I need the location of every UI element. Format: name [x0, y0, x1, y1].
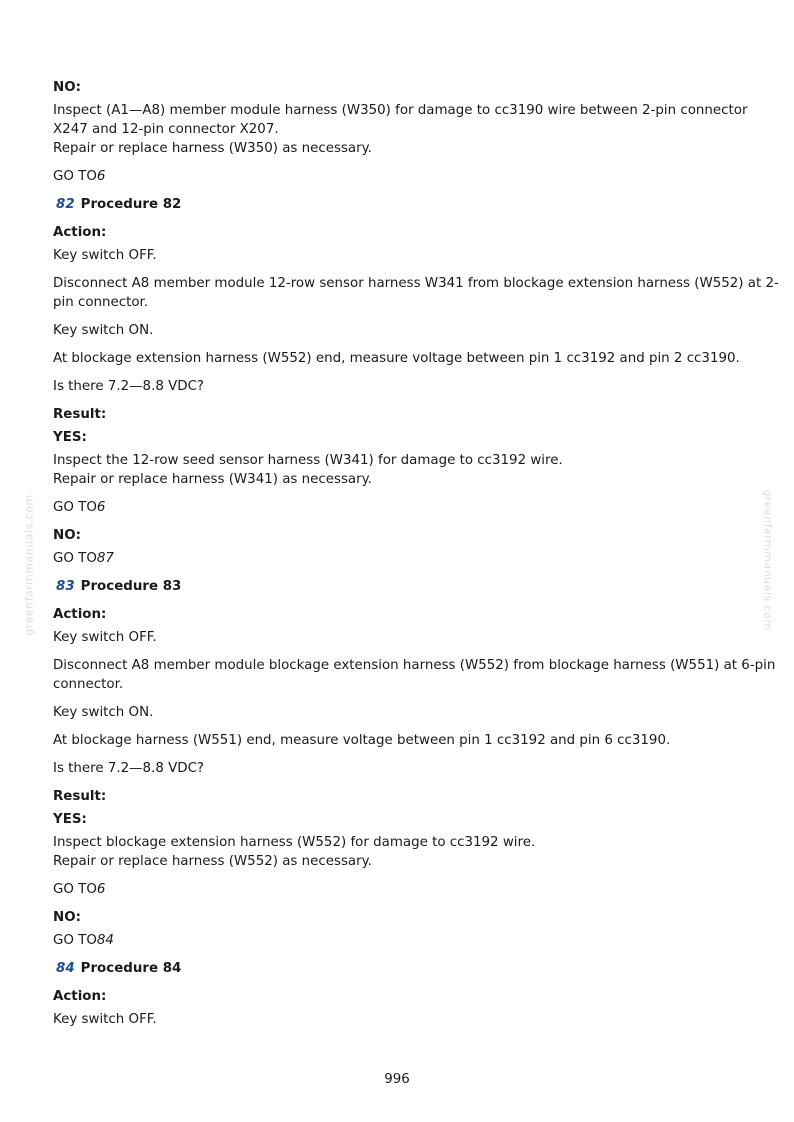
step-text: Key switch OFF.: [53, 1012, 157, 1027]
procedure-heading: [53, 577, 753, 596]
goto-text: GO TO: [53, 169, 97, 184]
procedure-title: Procedure 83: [80, 579, 182, 594]
yes-text: Inspect the 12-row seed sensor harness (W341) for damage to cc3192 wire.: [53, 453, 563, 468]
step-text: connector.: [53, 677, 124, 692]
goto-text: GO TO: [53, 500, 97, 515]
no-label: NO:: [53, 80, 81, 95]
question-text: Is there 7.2—8.8 VDC?: [53, 761, 205, 776]
step-text: Disconnect A8 member module blockage extension harness (W552) from blockage harness (W551) at 6-pin: [53, 658, 776, 673]
result-label: Result:: [53, 407, 107, 422]
goto-link[interactable]: 6: [96, 882, 106, 897]
goto-text: GO TO: [53, 551, 97, 566]
procedure-number[interactable]: 82: [56, 197, 75, 212]
inspect-line: X247 and 12-pin connector X207.: [53, 122, 279, 137]
goto-line: [53, 498, 753, 517]
yes-label: YES:: [53, 812, 87, 827]
step-text: At blockage extension harness (W552) end, measure voltage between pin 1 cc3192 and pin 2 cc3190.: [53, 351, 740, 366]
yes-text: Inspect blockage extension harness (W552) for damage to cc3192 wire.: [53, 835, 536, 850]
watermark-left: greenfarmmanuals.com: [22, 494, 36, 636]
step-text: At blockage harness (W551) end, measure voltage between pin 1 cc3192 and pin 6 cc3190.: [53, 733, 671, 748]
step-text: Key switch ON.: [53, 705, 154, 720]
goto-text: GO TO: [53, 882, 97, 897]
inspect-line: Inspect (A1—A8) member module harness (W350) for damage to cc3190 wire between 2-pin connector: [53, 103, 748, 118]
step-text: Disconnect A8 member module 12-row sensor harness W341 from blockage extension harness (W552) at 2-: [53, 276, 779, 291]
result-label: Result:: [53, 789, 107, 804]
procedure-title: Procedure 82: [80, 197, 182, 212]
yes-text: Repair or replace harness (W552) as necessary.: [53, 854, 372, 869]
step-text: Key switch OFF.: [53, 248, 157, 263]
no-label: NO:: [53, 528, 81, 543]
no-label: NO:: [53, 910, 81, 925]
procedure-number[interactable]: 83: [56, 579, 75, 594]
procedure-heading: [53, 195, 753, 214]
action-label: Action:: [53, 607, 107, 622]
goto-link[interactable]: 84: [96, 933, 114, 948]
question-text: Is there 7.2—8.8 VDC?: [53, 379, 205, 394]
procedure-title: Procedure 84: [80, 961, 182, 976]
watermark-right: greenfarmmanuals.com: [761, 489, 775, 631]
step-text: Key switch ON.: [53, 323, 154, 338]
repair-line: Repair or replace harness (W350) as necessary.: [53, 141, 372, 156]
yes-text: Repair or replace harness (W341) as necessary.: [53, 472, 372, 487]
procedure-number[interactable]: 84: [56, 961, 75, 976]
goto-link[interactable]: 87: [96, 551, 114, 566]
goto-line: [53, 880, 753, 899]
action-label: Action:: [53, 989, 107, 1004]
goto-line: [53, 931, 753, 950]
goto-link[interactable]: 6: [96, 500, 106, 515]
action-label: Action:: [53, 225, 107, 240]
page-number: 996: [384, 1072, 410, 1087]
step-text: pin connector.: [53, 295, 149, 310]
procedure-heading: [53, 959, 753, 978]
goto-text: GO TO: [53, 933, 97, 948]
goto-line: [53, 167, 753, 186]
yes-label: YES:: [53, 430, 87, 445]
goto-link[interactable]: 6: [96, 169, 106, 184]
step-text: Key switch OFF.: [53, 630, 157, 645]
goto-line: [53, 549, 753, 568]
